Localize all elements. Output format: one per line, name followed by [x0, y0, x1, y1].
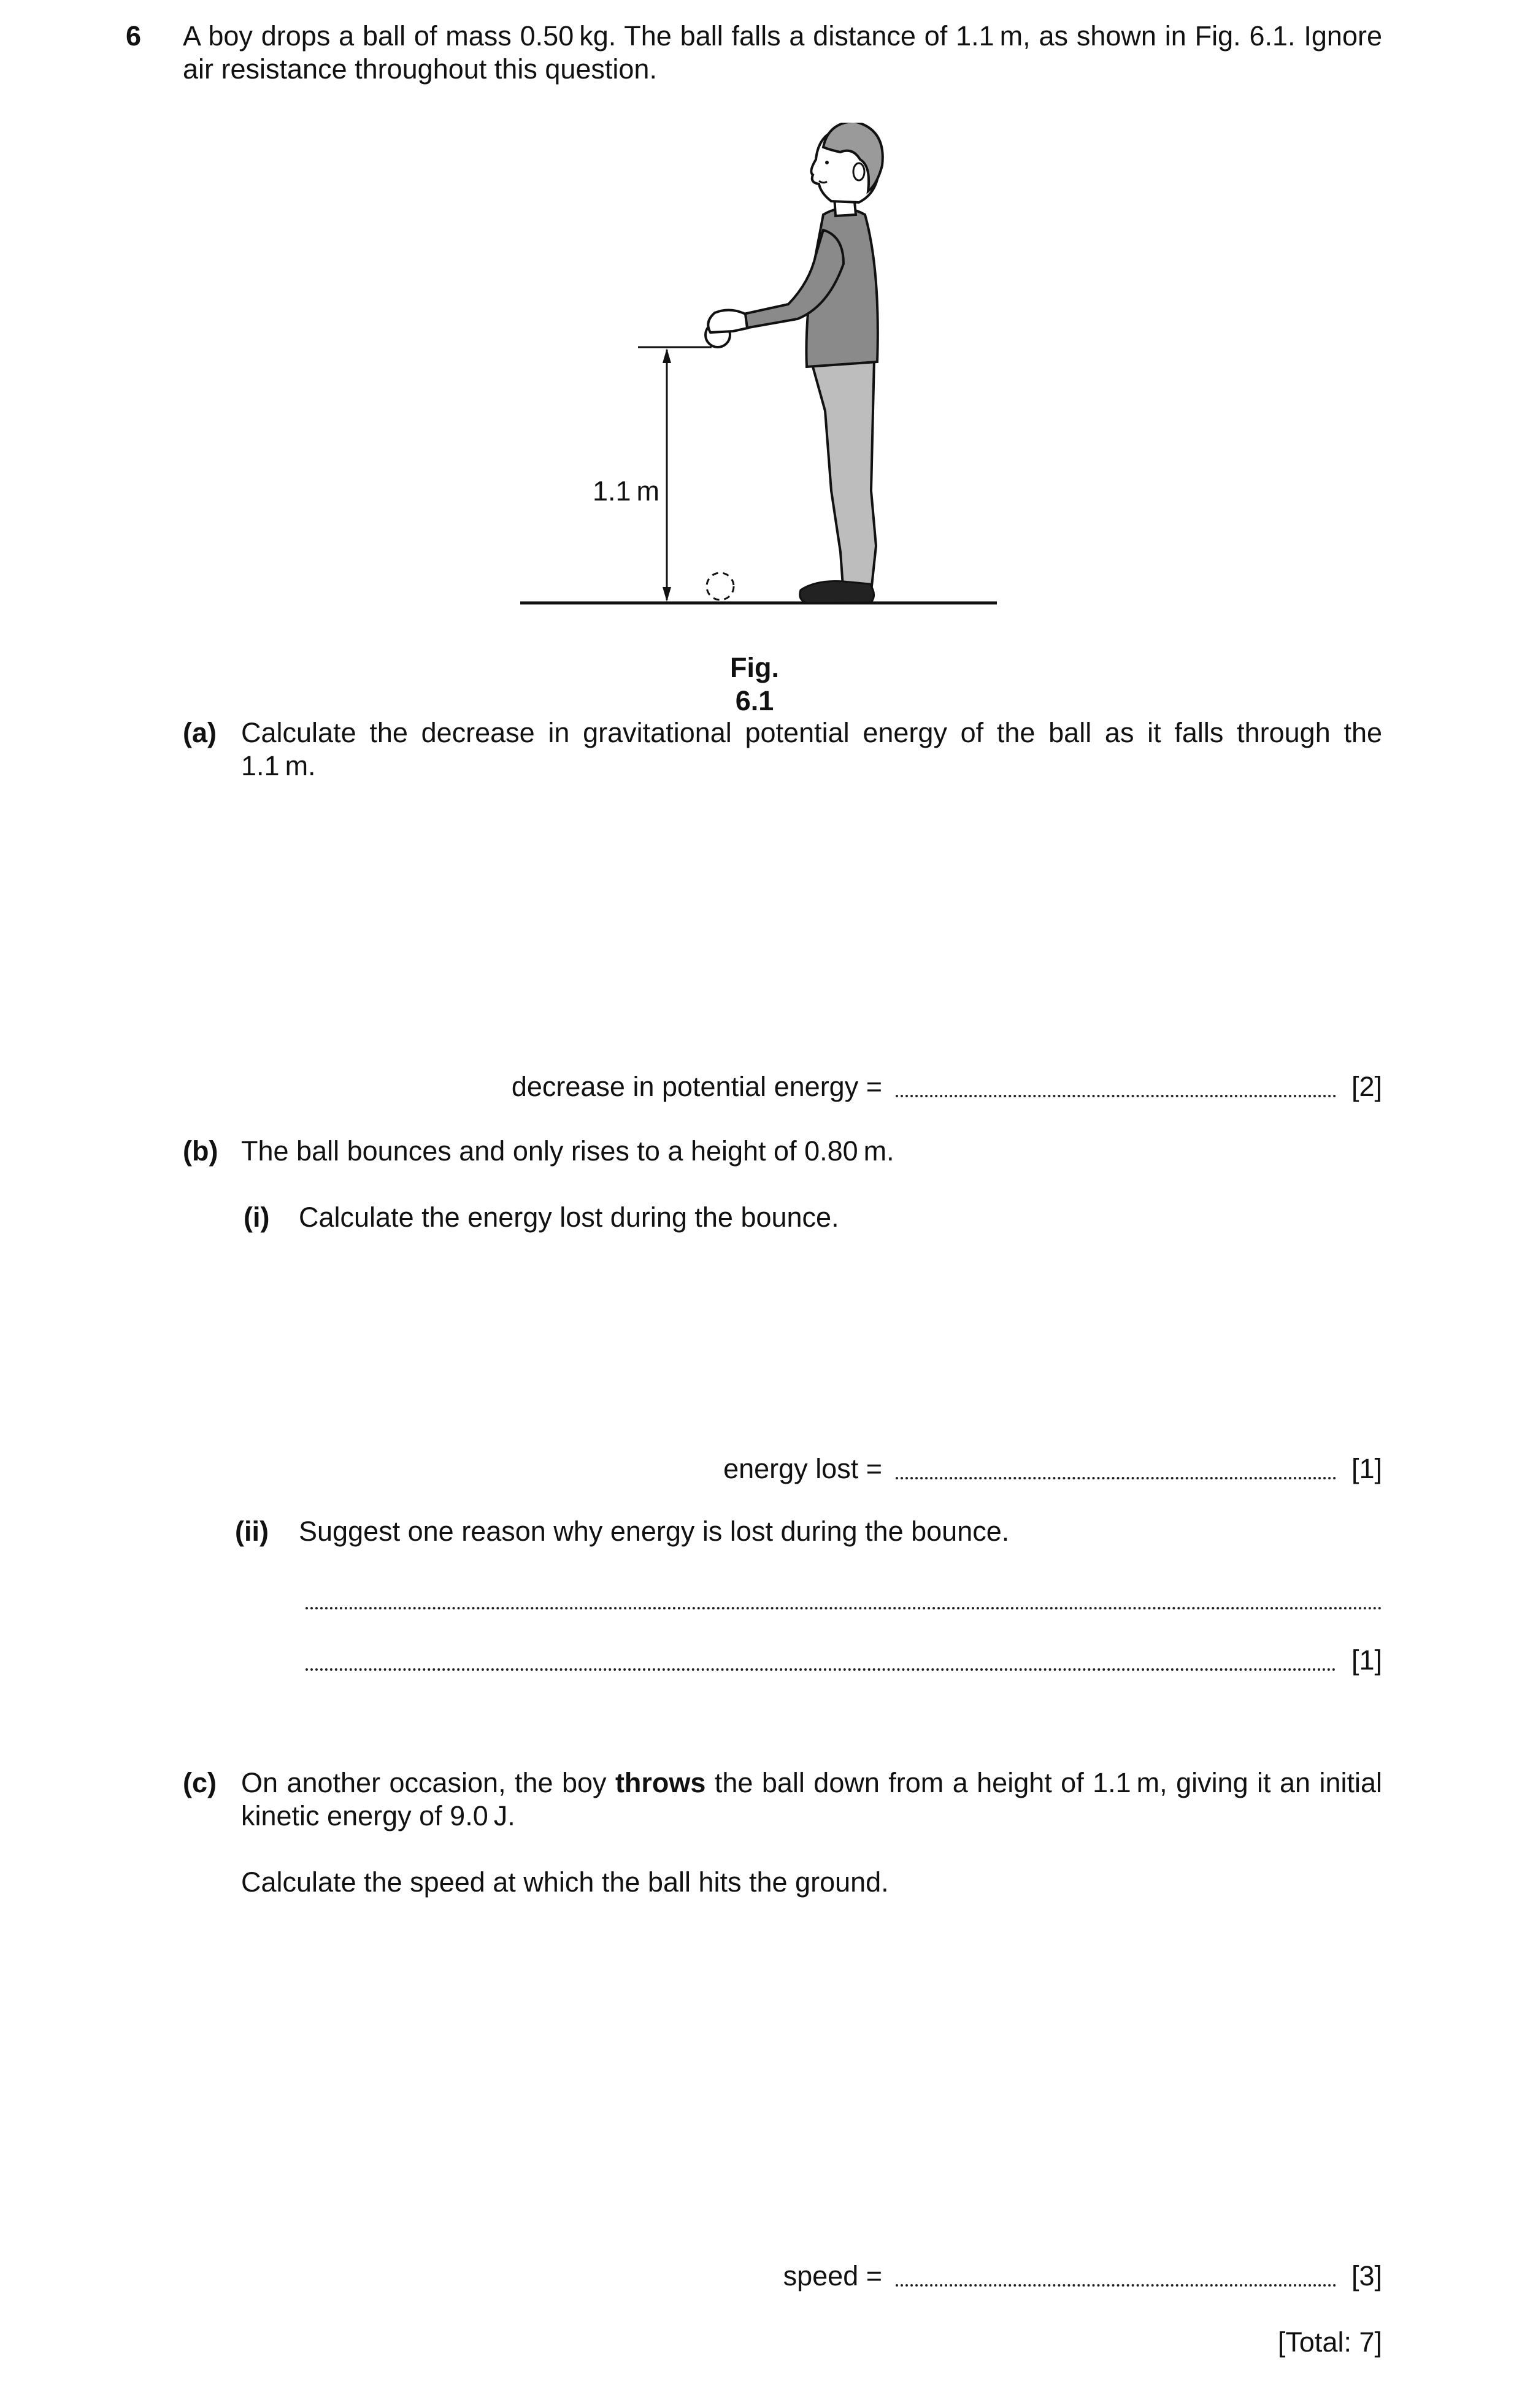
part-b-ii-label: (ii): [235, 1516, 269, 1547]
shoe: [800, 581, 874, 603]
ball-landing-position: [707, 573, 734, 600]
part-b-i-answer-label: energy lost =: [723, 1453, 882, 1484]
part-c-answer-label: speed =: [783, 2260, 882, 2291]
part-c-answer-line[interactable]: [896, 2284, 1336, 2287]
part-b-ii-text: Suggest one reason why energy is lost during the bounce.: [299, 1516, 1010, 1547]
part-b-ii-marks: [1]: [1351, 1644, 1382, 1676]
part-b-text: The ball bounces and only rises to a height of 0.80 m.: [241, 1135, 894, 1167]
boy-drawing: [509, 123, 1000, 613]
part-b-ii-answer-line-2[interactable]: [306, 1668, 1336, 1671]
part-c-marks: [3]: [1351, 2260, 1382, 2291]
part-c-text-after: the ball down from a height of 1.1 m, giving it an initial kinetic energy of 9.0 J.: [241, 1767, 1382, 1831]
ear: [853, 163, 864, 180]
part-c-text-bold: throws: [615, 1767, 706, 1798]
trousers: [810, 356, 876, 595]
part-a-answer-label: decrease in potential energy =: [511, 1071, 882, 1102]
question-intro: A boy drops a ball of mass 0.50 kg. The ball falls a distance of 1.1 m, as shown in Fig. 6.1. Ignore air resistance throughout this question.: [183, 20, 1382, 85]
part-b-label: (b): [183, 1135, 218, 1167]
part-c-text: [241, 1766, 1382, 1833]
eye: [825, 161, 829, 164]
part-b-i-answer-line[interactable]: [896, 1477, 1336, 1479]
height-label: 1.1 m: [592, 475, 659, 507]
arrow-head-down: [663, 587, 671, 602]
figure-caption: Fig. 6.1: [730, 652, 779, 716]
part-c-instruction: Calculate the speed at which the ball hits the ground.: [241, 1866, 889, 1898]
question-number: 6: [126, 20, 142, 52]
part-c-text-before: On another occasion, the boy: [241, 1767, 615, 1798]
part-b-i-label: (i): [244, 1202, 270, 1233]
part-c-label: (c): [183, 1767, 217, 1798]
part-a-text: Calculate the decrease in gravitational potential energy of the ball as it falls through the 1.1 m.: [241, 717, 1382, 781]
part-a-answer-line[interactable]: [896, 1095, 1336, 1097]
hand: [708, 310, 747, 332]
part-b-ii-answer-line-1[interactable]: [306, 1607, 1382, 1609]
total-marks: [Total: 7]: [1277, 2326, 1382, 2358]
part-b-i-marks: [1]: [1351, 1453, 1382, 1484]
part-b-i-text: Calculate the energy lost during the bounce.: [299, 1202, 839, 1233]
arrow-head-up: [663, 348, 671, 363]
part-a-marks: [2]: [1351, 1071, 1382, 1102]
figure-boy-dropping-ball: [509, 123, 1000, 613]
part-a-label: (a): [183, 717, 217, 748]
